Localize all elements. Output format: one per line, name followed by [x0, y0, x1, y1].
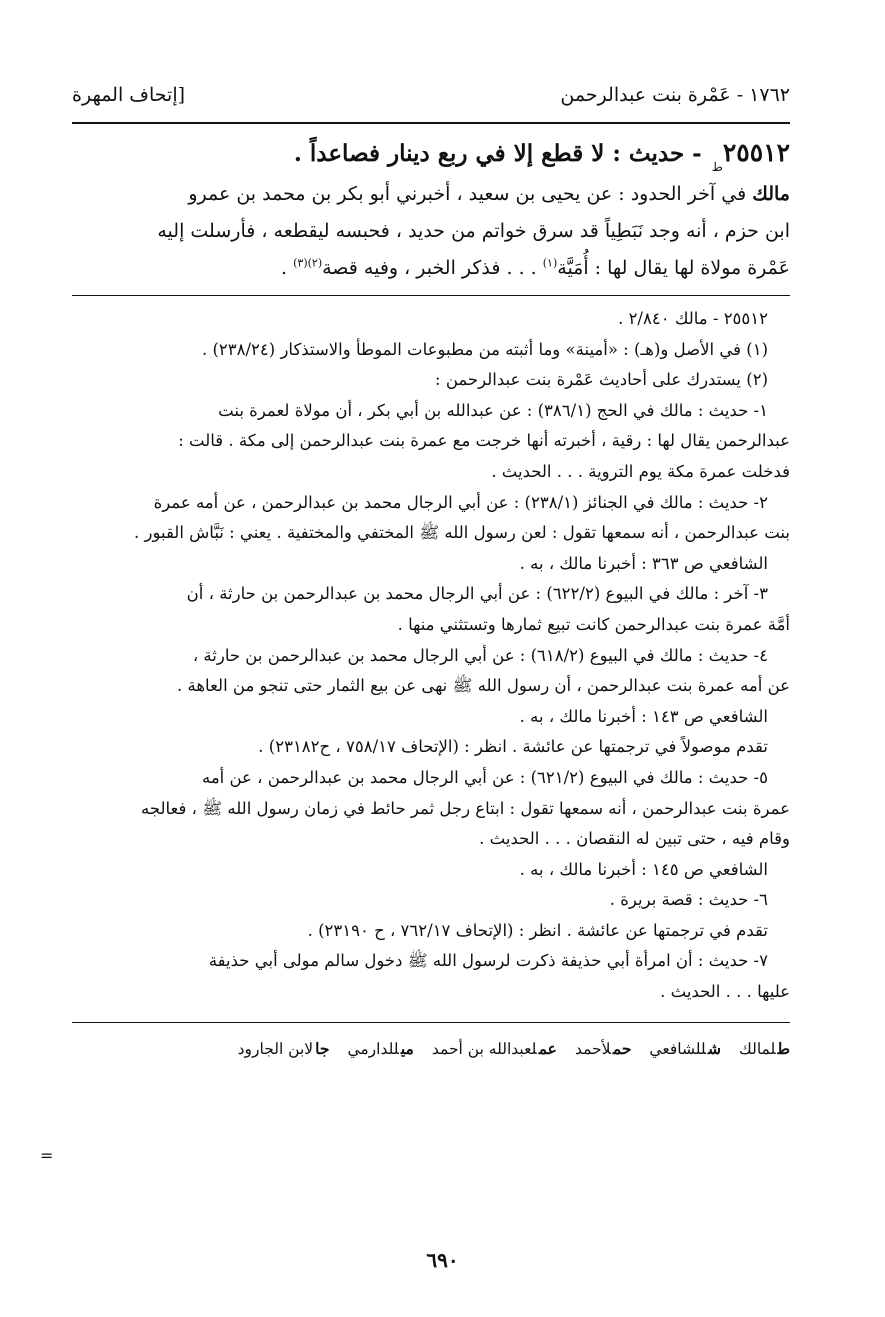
legend-item — [238, 1039, 330, 1058]
footnote-line: عبدالرحمن يقال لها : رقية ، أخبرته أنها خرجت مع عمرة بنت عبدالرحمن إلى مكة . قالت : — [178, 431, 790, 451]
legend-item — [432, 1039, 557, 1058]
footnote-line: الشافعي ص ١٤٥ : أخبرنا مالك ، به . — [519, 859, 768, 879]
page — [72, 84, 790, 1058]
legend-text: لابن الجارود — [237, 1039, 314, 1058]
footnote-line: ٤- حديث : مالك في البيوع (٦١٨/٢) : عن أبي الرجال محمد بن عبدالرحمن بن حارثة ، — [192, 645, 768, 665]
footnote-line: الشافعي ص ١٤٣ : أخبرنا مالك ، به . — [519, 706, 768, 726]
legend-abbr: جا — [315, 1038, 330, 1058]
hadith-number: ٢٥٥١٢ — [722, 138, 790, 167]
footnote-line: ٧- حديث : أن امرأة أبي حذيفة ذكرت لرسول الله ﷺ دخول سالم مولى أبي حذيفة — [208, 951, 768, 971]
legend-item — [649, 1039, 721, 1058]
hadith-line-1 — [72, 176, 790, 213]
footnote-line: الشافعي ص ٣٦٣ : أخبرنا مالك ، به . — [519, 553, 768, 573]
footnote-line: عمرة بنت عبدالرحمن ، أنه سمعها تقول : ابتاع رجل ثمر حائط في زمان رسول الله ﷺ ، فعالجه — [140, 798, 790, 818]
footnote-line: (١) في الأصل و(هـ) : «أمينة» وما أثبته من مطبوعات الموطأ والاستذكار (٢٣٨/٢٤) . — [201, 339, 768, 359]
footnote-rule — [72, 295, 790, 296]
legend-abbr: ط — [777, 1038, 790, 1058]
legend-rule — [72, 1022, 790, 1023]
legend-text: لمالك — [739, 1039, 776, 1058]
legend-abbr: عم — [538, 1038, 557, 1058]
hadith-line-3 — [72, 250, 790, 287]
hadith-heading — [72, 138, 790, 172]
footnote-line: تقدم موصولاً في ترجمتها عن عائشة . انظر : (الإتحاف ٧٥٨/١٧ ، ح٢٣١٨٢) . — [258, 737, 768, 757]
footnote-line: ٦- حديث : قصة بريرة . — [609, 890, 768, 910]
chapter-title: ١٧٦٢ - عَمْرة بنت عبدالرحمن — [560, 84, 790, 106]
hadith-line-1-text: في آخر الحدود : عن يحيى بن سعيد ، أخبرني أبو بكر بن محمد بن عمرو — [188, 183, 753, 205]
hadith-body — [72, 176, 790, 287]
footnote-line: ٢٥٥١٢ - مالك ٢/٨٤٠ . — [618, 309, 768, 328]
legend-text: للدارمي — [347, 1039, 399, 1058]
footnote-ref-2-3[interactable]: (٢)(٣) — [293, 256, 323, 270]
footnote-line: عن أمه عمرة بنت عبدالرحمن ، أن رسول الله ﷺ نهى عن بيع الثمار حتى تنجو من العاهة . — [177, 676, 790, 696]
footnote-line: أمَّة عمرة بنت عبدالرحمن كانت تبيع ثمارها وتستثني منها . — [397, 614, 790, 634]
legend-abbr: مي — [400, 1038, 414, 1058]
legend-text: لعبدالله بن أحمد — [431, 1039, 537, 1058]
footnote-line: عليها . . . الحديث . — [660, 982, 790, 1002]
footnote-line: ٣- آخر : مالك في البيوع (٦٢٢/٢) : عن أبي الرجال محمد بن عبدالرحمن بن حارثة ، أن — [186, 584, 768, 604]
legend-item — [739, 1039, 790, 1058]
footnote-ref-1[interactable]: (١) — [542, 256, 558, 270]
footnote-line: فدخلت عمرة مكة يوم التروية . . . الحديث . — [491, 461, 790, 481]
source-mark: ط — [711, 160, 723, 174]
header-rule — [72, 122, 790, 124]
footnote-line: وقام فيه ، حتى تبين له النقصان . . . الحديث . — [479, 829, 790, 849]
hadith-title-text: - حديث : لا قطع إلا في ربع دينار فصاعداً . — [293, 140, 702, 167]
legend-text: لأحمد — [574, 1039, 611, 1058]
legend-abbr: ش — [708, 1038, 722, 1058]
footnote-line: (٢) يستدرك على أحاديث عَمْرة بنت عبدالرحمن : — [435, 370, 768, 390]
legend-item — [347, 1039, 413, 1058]
margin-mark: = — [40, 1146, 54, 1165]
footnote-line: ٥- حديث : مالك في البيوع (٦٢١/٢) : عن أبي الرجال محمد بن عبدالرحمن ، عن أمه — [201, 767, 768, 787]
abbreviation-legend — [72, 1039, 790, 1058]
footnote-line: بنت عبدالرحمن ، أنه سمعها تقول : لعن رسول الله ﷺ المختفي والمختفية . يعني : نَبَّاش القبور . — [133, 523, 790, 543]
hadith-line-3a: عَمْرة مولاة لها يقال لها : أُمَيَّة — [557, 257, 790, 279]
hadith-line-2: ابن حزم ، أنه وجد نَبَطِياً قد سرق خواتم من حديد ، فحبسه ليقطعه ، فأرسلت إليه — [157, 220, 790, 242]
footnote-line: ١- حديث : مالك في الحج (٣٨٦/١) : عن عبدالله بن أبي بكر ، أن مولاة لعمرة بنت — [218, 400, 768, 420]
running-header — [72, 84, 790, 116]
footnote-line: ٢- حديث : مالك في الجنائز (٢٣٨/١) : عن أبي الرجال محمد بن عبدالرحمن ، عن أمه عمرة — [153, 492, 768, 512]
page-number: ٦٩٠ — [426, 1248, 459, 1272]
footnotes — [72, 304, 790, 1008]
footnote-line: تقدم في ترجمتها عن عائشة . انظر : (الإتحاف ٧٦٢/١٧ ، ح ٢٣١٩٠) . — [307, 920, 768, 940]
source-name: مالك — [752, 183, 790, 205]
hadith-line-3b: . . . فذكر الخبر ، وفيه قصة — [322, 257, 543, 279]
legend-text: للشافعي — [649, 1039, 707, 1058]
book-title: [إتحاف المهرة — [72, 84, 186, 106]
hadith-line-3c: . — [281, 257, 294, 279]
legend-abbr: حم — [612, 1038, 632, 1058]
legend-item — [575, 1039, 631, 1058]
